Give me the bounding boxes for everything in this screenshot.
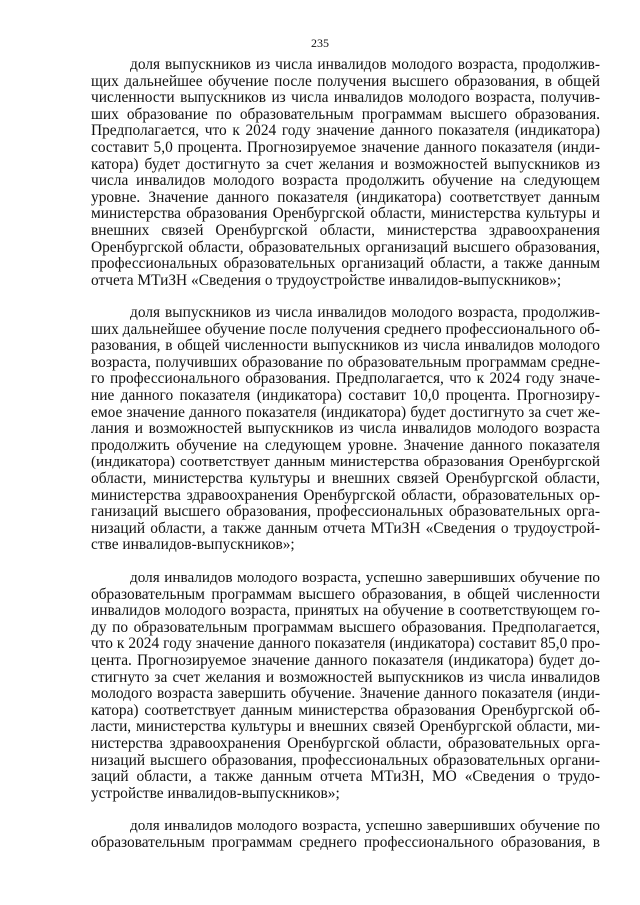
text-line: доля инвалидов молодого возраста, успешно завершивших обучение по (130, 818, 600, 834)
text-line: отчета МТиЗН «Сведения о трудоустройстве инвалидов-выпускников»; (91, 272, 562, 289)
paragraph-secondary-vocational-completion (91, 818, 600, 851)
text-line: цента. Прогнозируемое значение данного показателя (индикатора) будет до- (91, 652, 600, 669)
text-line: доля инвалидов молодого возраста, успешно завершивших обучение по (130, 570, 600, 586)
text-line: что к 2024 году значение данного показателя (индикатора) составит 85,0 про- (91, 636, 600, 653)
text-line: катора) будет достигнуто за счет желания и возможностей выпускников из (91, 156, 600, 173)
text-line: устройстве инвалидов-выпускников»; (91, 785, 340, 802)
text-line: нистерства здравоохранения Оренбургской области, образовательных орга- (91, 735, 600, 752)
text-line: ласти, министерства культуры и внешних связей Оренбургской области, ми- (91, 719, 600, 736)
paragraph-higher-education-completion (91, 570, 600, 802)
text-line: министерства образования Оренбургской области, министерства культуры и (91, 206, 600, 223)
text-line: численности выпускников из числа инвалидов молодого возраста, получив- (91, 90, 600, 107)
text-line: емое значение данного показателя (индикатора) будет достигнуто за счет же- (91, 404, 600, 421)
text-line: ших дальнейшее обучение после получения среднего профессионального об- (91, 321, 600, 338)
text-line: министерства здравоохранения Оренбургской области, образовательных ор- (91, 487, 600, 504)
text-line: катора) соответствует данным министерства образования Оренбургской об- (91, 702, 600, 719)
text-line: профессиональных образовательных организаций области, а также данным (91, 256, 600, 273)
text-line: составит 5,0 процента. Прогнозируемое значение данного показателя (инди- (91, 139, 600, 156)
text-line: Оренбургской области, образовательных организаций высшего образования, (91, 239, 600, 256)
page-number: 235 (311, 36, 329, 50)
text-line: внешних связей Оренбургской области, министерства здравоохранения (91, 222, 600, 239)
text-line: ших образование по образовательным программам высшего образования. (91, 106, 600, 123)
text-line: образовательным программам высшего образования, в общей численности (91, 586, 600, 603)
text-line: уровне. Значение данного показателя (индикатора) соответствует данным (91, 189, 600, 206)
text-line: разования, в общей численности выпускников из числа инвалидов молодого (91, 338, 600, 355)
text-line: щих дальнейшее обучение после получения высшего образования, в общей (91, 73, 600, 90)
text-line: (индикатора) соответствует данным министерства образования Оренбургской (91, 454, 600, 471)
text-line: стигнуто за счет желания и возможностей выпускников из числа инвалидов (91, 669, 600, 686)
text-line: ние данного показателя (индикатора) составит 10,0 процента. Прогнозиру- (91, 387, 600, 404)
text-line: ду по образовательным программам высшего образования. Предполагается, (91, 619, 600, 636)
text-line: лания и возможностей выпускников из числа инвалидов молодого возраста (91, 421, 600, 438)
paragraph-higher-education-continuation (91, 57, 600, 289)
text-line: инвалидов молодого возраста, принятых на обучение в соответствующем го- (91, 603, 600, 620)
text-line: образовательным программам среднего профессионального образования, в (91, 834, 600, 851)
text-line: продолжить обучение на следующем уровне. Значение данного показателя (91, 437, 600, 454)
text-line: низаций области, а также данным отчета МТиЗН «Сведения о трудоустрой- (91, 520, 600, 537)
text-line: ганизаций высшего образования, профессиональных образовательных орга- (91, 504, 600, 521)
text-line: стве инвалидов-выпускников»; (91, 537, 295, 554)
paragraph-secondary-vocational-continuation (91, 305, 600, 554)
text-line: низаций высшего образования, профессиональных образовательных органи- (91, 752, 600, 769)
text-line: заций области, а также данным отчета МТиЗН, МО «Сведения о трудо- (91, 769, 600, 786)
text-line: возраста, получивших образование по образовательным программам средне- (91, 354, 600, 371)
text-line: молодого возраста завершить обучение. Значение данного показателя (инди- (91, 686, 600, 703)
text-line: доля выпускников из числа инвалидов молодого возраста, продолжив- (130, 305, 600, 321)
text-line: Предполагается, что к 2024 году значение данного показателя (индикатора) (91, 123, 600, 140)
text-line: числа инвалидов молодого возраста продолжить обучение на следующем (91, 173, 600, 190)
text-line: доля выпускников из числа инвалидов молодого возраста, продолжив- (130, 57, 600, 73)
text-line: го профессионального образования. Предполагается, что к 2024 году значе- (91, 371, 600, 388)
text-line: области, министерства культуры и внешних связей Оренбургской области, (91, 470, 600, 487)
